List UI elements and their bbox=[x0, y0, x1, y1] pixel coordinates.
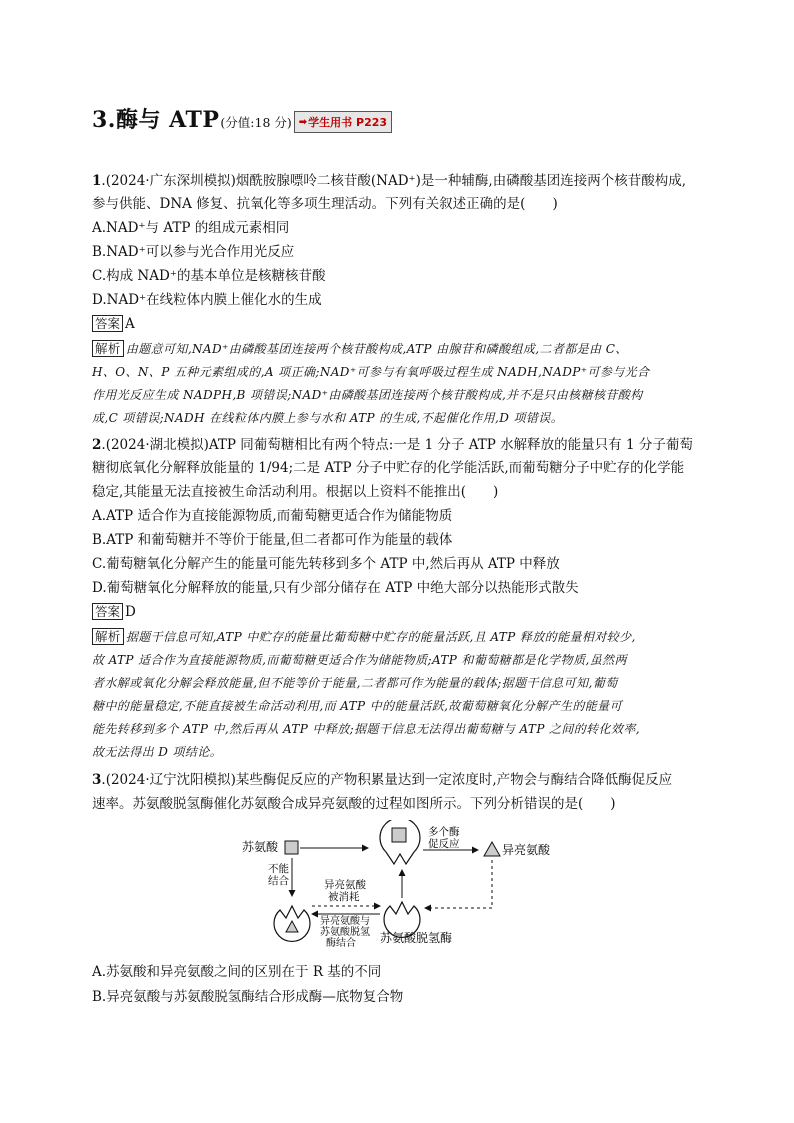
q2-analysis-line-6: 故无法得出 D 项结论。 bbox=[92, 745, 223, 759]
q2-analysis-line-5: 能先转移到多个 ATP 中,然后再从 ATP 中释放;据题干信息无法得出葡萄糖与 ATP 之间的转化效率, bbox=[92, 722, 641, 736]
multi-enzyme-label-1: 多个酶 bbox=[428, 826, 460, 838]
section-score: (分值:18 分) bbox=[220, 115, 292, 130]
q3-stem-line-2: 速率。苏氨酸脱氢酶催化苏氨酸合成异亮氨酸的过程如图所示。下列分析错误的是( ) bbox=[92, 796, 616, 812]
q1-answer bbox=[92, 315, 135, 333]
q1-number: 1 bbox=[92, 173, 102, 189]
section-title bbox=[92, 104, 392, 134]
multi-enzyme-label-2: 促反应 bbox=[428, 838, 460, 850]
q1-answer-value: A bbox=[125, 316, 135, 332]
q2-number: 2 bbox=[92, 437, 102, 453]
binding-label-1: 异亮氨酸与 bbox=[320, 916, 370, 927]
q2-stem-line-3: 稳定,其能量无法直接被生命活动利用。根据以上资料不能推出( ) bbox=[92, 484, 499, 500]
q2-answer-value: D bbox=[125, 604, 136, 620]
q3-number: 3 bbox=[92, 772, 102, 788]
q2-analysis-line-2: 故 ATP 适合作为直接能源物质,而葡萄糖更适合作为储能物质;ATP 和葡萄糖都是化学物质,虽然两 bbox=[92, 653, 627, 667]
q2-stem-text-1: .(2024·湖北模拟)ATP 同葡萄糖相比有两个特点:一是 1 分子 ATP 水解释放的能量只有 1 分子葡萄 bbox=[101, 437, 693, 453]
q1-analysis-line-4: 成,C 项错误;NADH 在线粒体内膜上参与水和 ATP 的生成,不起催化作用,D 项错误。 bbox=[92, 411, 564, 425]
threonine-label: 苏氨酸 bbox=[242, 840, 279, 854]
binding-label-2: 苏氨酸脱氢 bbox=[320, 927, 370, 938]
student-book-label: 学生用书 P223 bbox=[308, 116, 388, 129]
q3-stem-line-1 bbox=[92, 771, 672, 789]
threonine-substrate-square bbox=[285, 841, 298, 854]
student-book-link[interactable] bbox=[294, 111, 392, 133]
q2-option-c: C.葡萄糖氧化分解产生的能量可能先转移到多个 ATP 中,然后再从 ATP 中释放 bbox=[92, 556, 560, 572]
q2-stem-line-1 bbox=[92, 436, 693, 454]
q3-option-a: A.苏氨酸和异亮氨酸之间的区别在于 R 基的不同 bbox=[92, 964, 382, 980]
q2-answer bbox=[92, 603, 136, 621]
q1-option-c: C.构成 NAD⁺的基本单位是核糖核苷酸 bbox=[92, 268, 326, 284]
consumed-label-2: 被消耗 bbox=[328, 891, 360, 903]
analysis-label: 解析 bbox=[92, 628, 124, 645]
q1-option-b: B.NAD⁺可以参与光合作用光反应 bbox=[92, 244, 295, 260]
q3-option-b: B.异亮氨酸与苏氨酸脱氢酶结合形成酶—底物复合物 bbox=[92, 989, 404, 1005]
enzyme-feedback-diagram bbox=[240, 820, 570, 948]
cannot-bind-label-2: 结合 bbox=[268, 875, 289, 887]
answer-label: 答案 bbox=[92, 603, 123, 620]
section-title-text: 3.酶与 ATP bbox=[92, 107, 220, 133]
q2-option-b: B.ATP 和葡萄糖并不等价于能量,但二者都可作为能量的载体 bbox=[92, 532, 453, 548]
consumed-label-1: 异亮氨酸 bbox=[324, 879, 366, 891]
q2-stem-line-2: 糖彻底氧化分解释放能量的 1/94;二是 ATP 分子中贮存的化学能活跃,而葡萄糖分子中贮存的化学能 bbox=[92, 460, 685, 476]
q2-analysis-line-3: 者水解或氧化分解会释放能量,但不能等价于能量,二者都可作为能量的载体;据题干信息可知,葡萄 bbox=[92, 676, 618, 690]
q3-stem-text-1: .(2024·辽宁沈阳模拟)某些酶促反应的产物积累量达到一定浓度时,产物会与酶结合降低酶促反应 bbox=[101, 772, 673, 788]
q1-stem-line-1 bbox=[92, 172, 686, 190]
answer-label: 答案 bbox=[92, 315, 123, 332]
q1-analysis-line-2: H、O、N、P 五种元素组成的,A 项正确;NAD⁺可参与有氧呼吸过程生成 NADH,NADP⁺可参与光合 bbox=[92, 365, 650, 379]
analysis-label: 解析 bbox=[92, 340, 124, 357]
q2-analysis-line-1 bbox=[92, 628, 636, 646]
q1-stem-text-1: .(2024·广东深圳模拟)烟酰胺腺嘌呤二核苷酸(NAD⁺)是一种辅酶,由磷酸基团连接两个核苷酸构成, bbox=[101, 173, 687, 189]
arrow-right-icon: ➡ bbox=[298, 116, 308, 128]
isoleucine-label: 异亮氨酸 bbox=[502, 843, 551, 857]
q1-analysis-text-1: 由题意可知,NAD⁺由磷酸基团连接两个核苷酸构成,ATP 由腺苷和磷酸组成,二者都是由 C、 bbox=[125, 342, 628, 356]
isoleucine-triangle bbox=[484, 842, 500, 856]
cannot-bind-label-1: 不能 bbox=[268, 863, 289, 875]
q2-analysis-line-4: 糖中的能量稳定,不能直接被生命活动利用,而 ATP 中的能量活跃,故葡萄糖氧化分解产生的能量可 bbox=[92, 699, 622, 713]
q2-option-a: A.ATP 适合作为直接能源物质,而葡萄糖更适合作为储能物质 bbox=[92, 508, 453, 524]
q1-stem-line-2: 参与供能、DNA 修复、抗氧化等多项生理活动。下列有关叙述正确的是( ) bbox=[92, 196, 558, 212]
q1-analysis-line-3: 作用光反应生成 NADPH,B 项错误;NAD⁺由磷酸基团连接两个核苷酸构成,并不是只由核糖核苷酸构 bbox=[92, 388, 643, 402]
bound-threonine-square bbox=[392, 828, 406, 842]
q1-option-d: D.NAD⁺在线粒体内膜上催化水的生成 bbox=[92, 292, 322, 308]
q1-option-a: A.NAD⁺与 ATP 的组成元素相同 bbox=[92, 220, 290, 236]
q2-analysis-text-1: 据题干信息可知,ATP 中贮存的能量比葡萄糖中贮存的能量活跃,且 ATP 释放的能量相对较少, bbox=[125, 630, 636, 644]
q2-option-d: D.葡萄糖氧化分解释放的能量,只有少部分储存在 ATP 中绝大部分以热能形式散失 bbox=[92, 580, 579, 596]
feedback-dashed-arrow bbox=[425, 860, 492, 908]
binding-label-3: 酶结合 bbox=[326, 938, 356, 948]
q1-analysis-line-1 bbox=[92, 340, 628, 358]
enzyme-label: 苏氨酸脱氢酶 bbox=[380, 931, 453, 945]
